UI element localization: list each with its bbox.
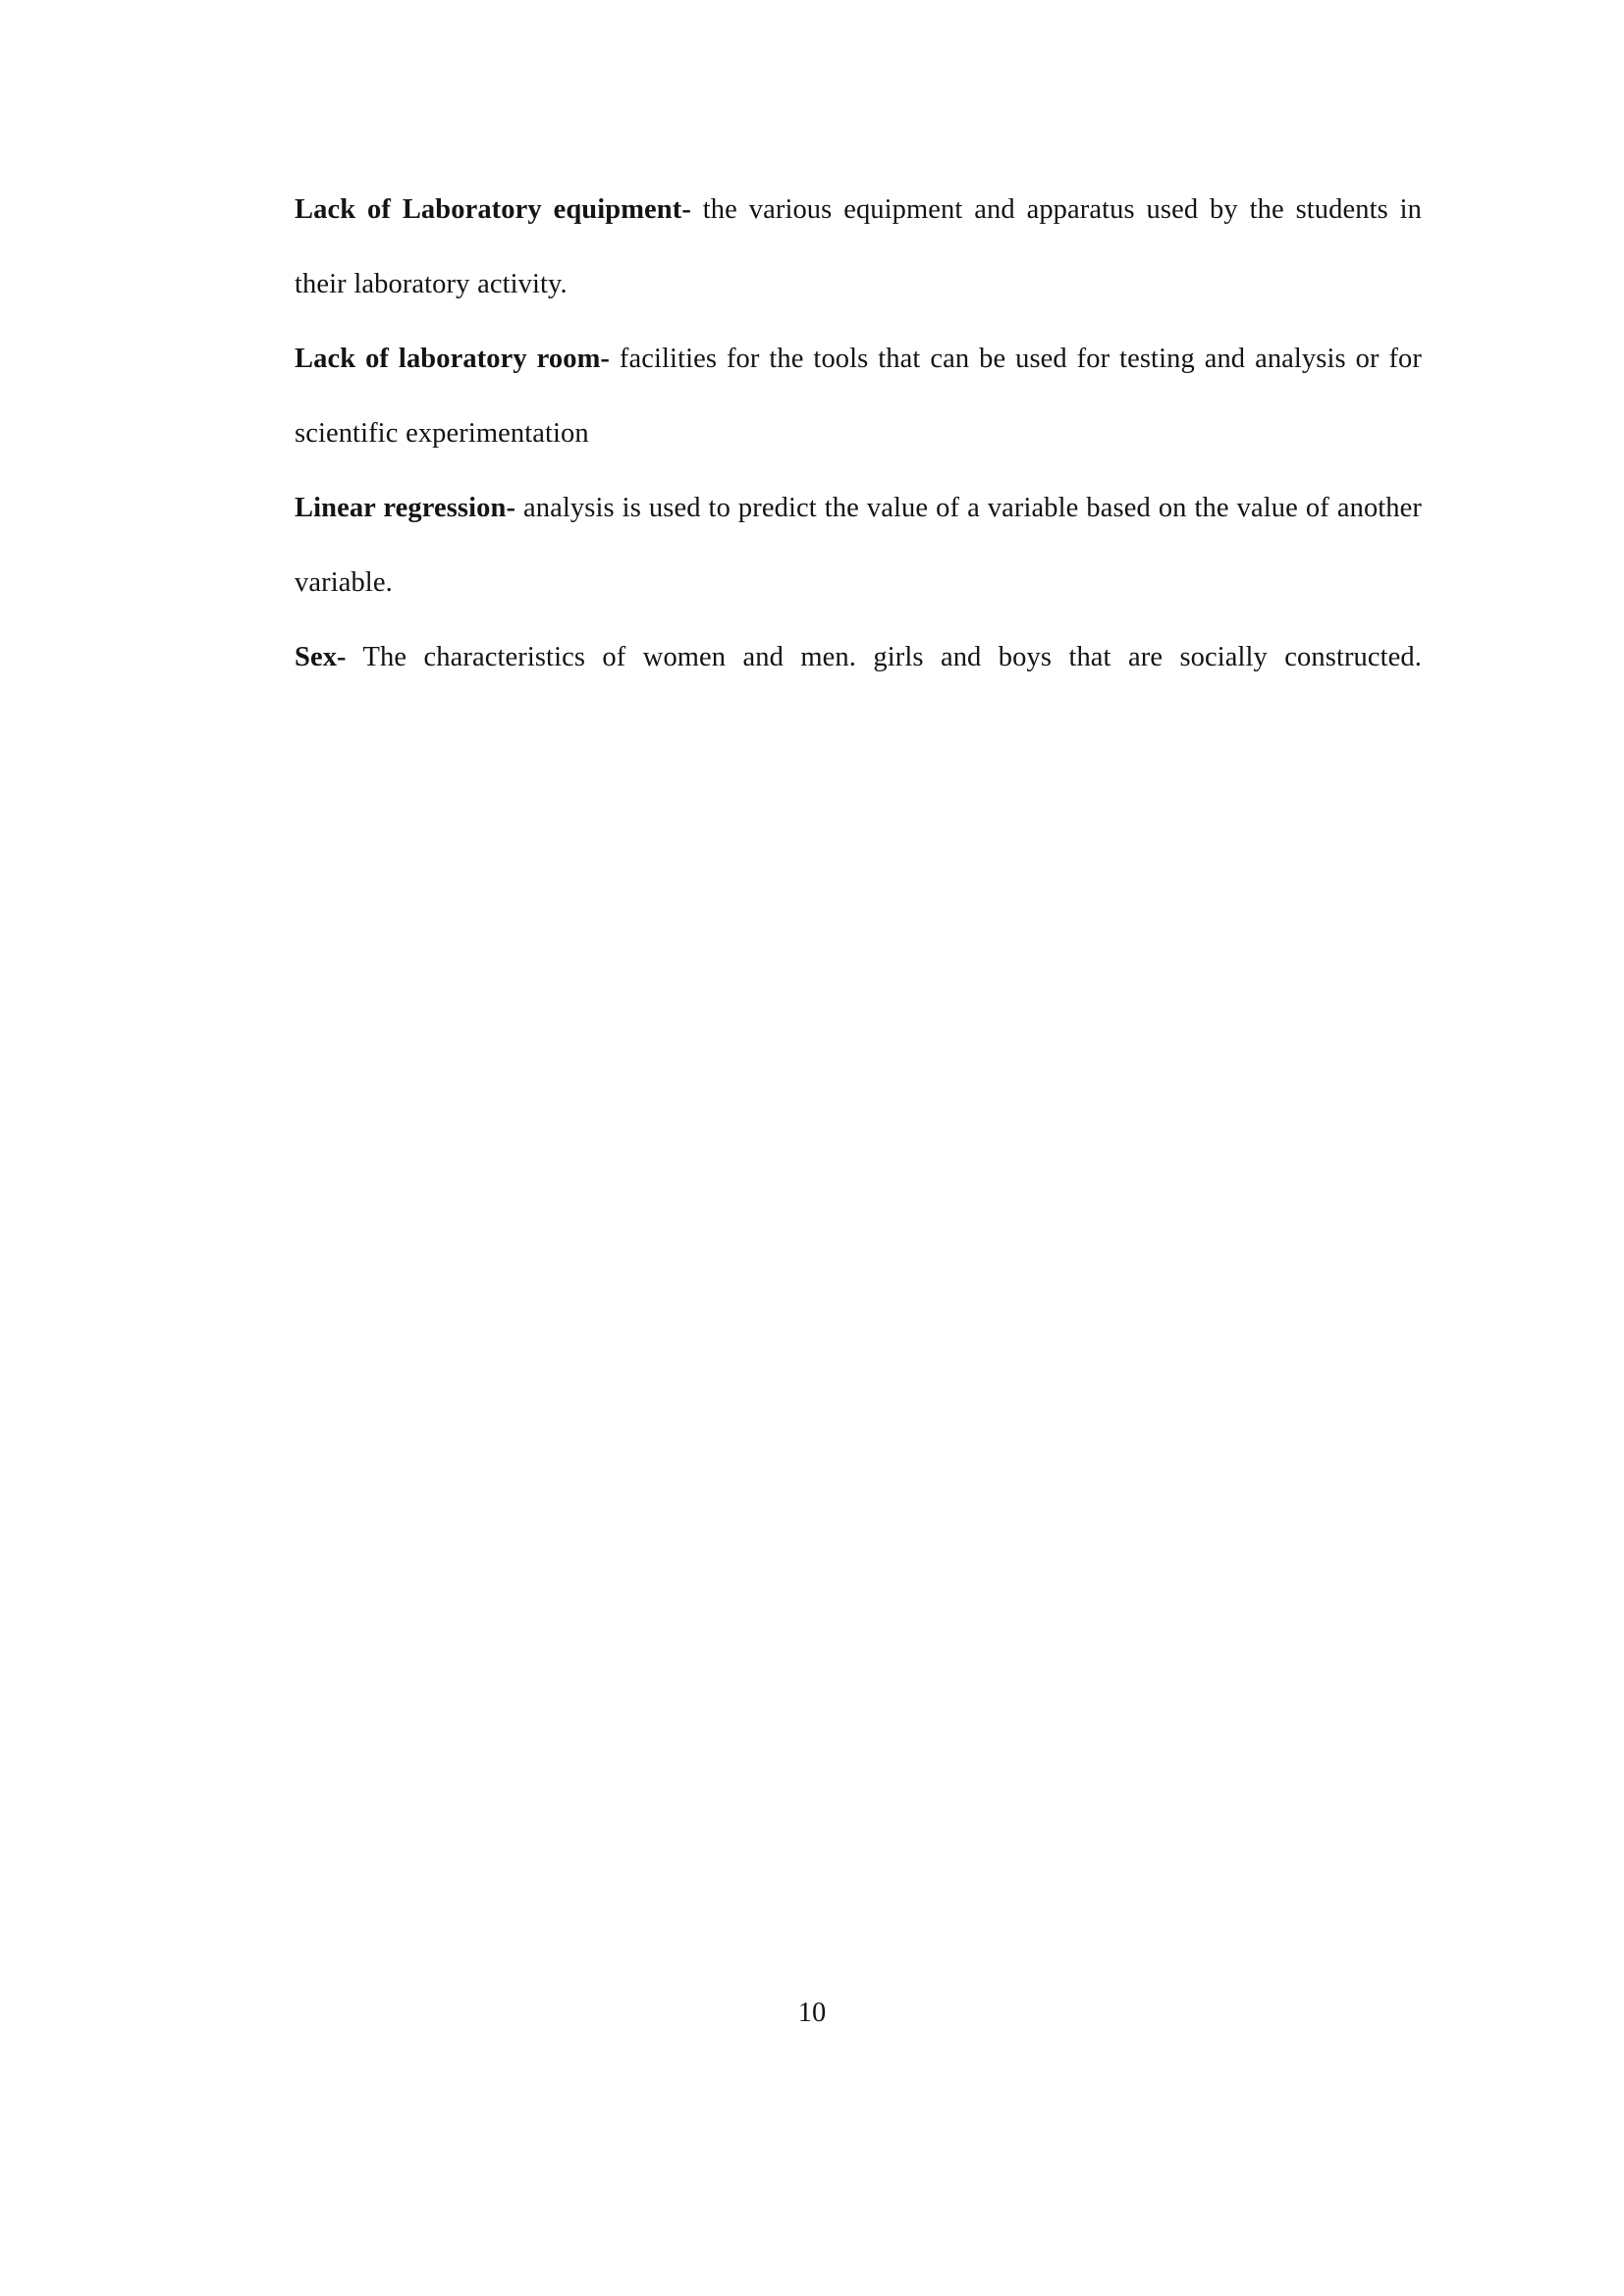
definition-text: The characteristics of women and men. girls and boys that are socially constructed. [346, 642, 1422, 672]
definition-text: the various equipment and apparatus used by the students in their laboratory activity. [295, 194, 1423, 299]
definition-term: Lack of laboratory room- [295, 344, 611, 374]
page-number: 10 [797, 1998, 827, 2028]
definition-entry-sex [295, 620, 1422, 770]
definitions-list [295, 173, 1422, 770]
definition-term: Linear regression- [295, 493, 516, 523]
definition-term: Lack of Laboratory equipment- [295, 194, 691, 225]
definition-entry-lack-of-laboratory-room [295, 322, 1422, 471]
definition-entry-lack-of-laboratory-equipment [295, 173, 1422, 322]
definition-text: facilities for the tools that can be used for testing and analysis or for scientific experimentation [295, 344, 1422, 449]
definition-text: analysis is used to predict the value of a variable based on the value of another variable. [295, 493, 1422, 598]
definition-entry-linear-regression [295, 471, 1422, 620]
definition-term: Sex- [295, 642, 347, 672]
